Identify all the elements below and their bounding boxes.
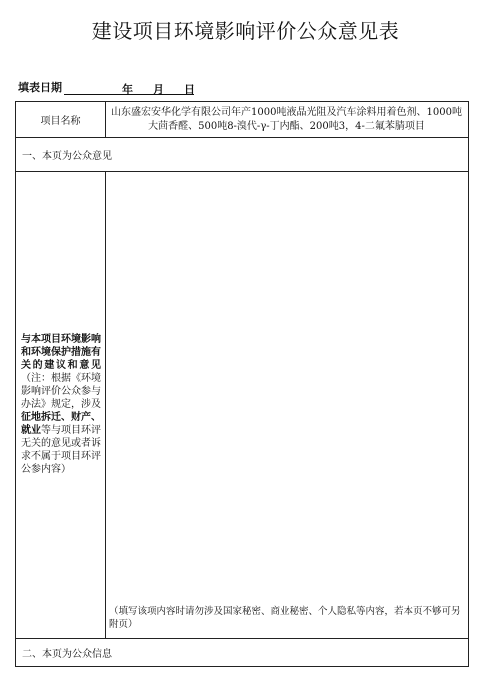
project-name-value: 山东盛宏安华化学有限公司年产1000吨液晶光阻及汽车涂料用着色剂、1000吨大茴香醛、500吨8-溴代-γ-丁内酯、200吨3，4-二氟苯腈项目 <box>111 107 462 132</box>
opinion-label-text <box>16 333 105 476</box>
fill-date-field[interactable] <box>64 81 194 95</box>
fill-date-row <box>18 79 194 95</box>
date-month-label: 月 <box>153 83 164 96</box>
opinion-table <box>15 101 469 667</box>
date-day-label: 日 <box>184 83 195 96</box>
opinion-input-area[interactable] <box>105 171 468 638</box>
opinion-bottom-note: （填写该项内容时请勿涉及国家秘密、商业秘密、个人隐私等内容，若本页不够可另附页） <box>109 606 461 630</box>
opinion-note-open: （注：根据《环境影响评价公众参与办法》规定，涉及 <box>21 373 101 410</box>
date-year-label: 年 <box>122 83 133 96</box>
form-title: 建设项目环境影响评价公众意见表 <box>91 19 400 43</box>
section-public-opinion-title: 一、本页为公众意见 <box>22 150 112 162</box>
project-name-label: 项目名称 <box>40 116 81 127</box>
opinion-note-close: 等与项目环评无关的意见或者诉求不属于项目环评公参内容） <box>21 425 101 475</box>
opinion-label-cell <box>16 171 105 638</box>
opinion-label-bold: 与本项目环境影响和环境保护措施有关的建议和意见 <box>21 334 101 371</box>
opinion-note-bold: 征地拆迁、财产、就业 <box>21 412 101 436</box>
fill-date-label: 填表日期 <box>18 81 62 94</box>
section-public-info-title: 二、本页为公众信息 <box>22 648 112 660</box>
